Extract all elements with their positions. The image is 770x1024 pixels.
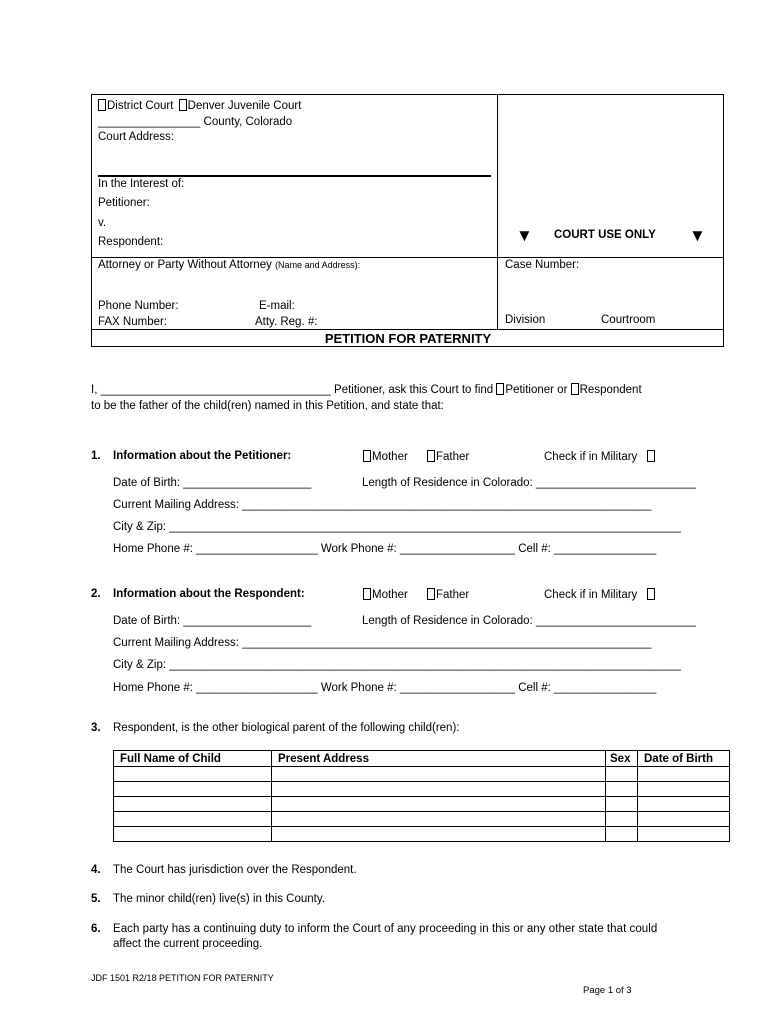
division-label: Division xyxy=(505,314,546,326)
table-cell[interactable] xyxy=(638,782,730,797)
table-cell[interactable] xyxy=(272,827,606,842)
page-title: PETITION FOR PATERNITY xyxy=(324,331,492,346)
table-cell[interactable] xyxy=(638,812,730,827)
table-row xyxy=(114,767,730,782)
mother-label: Mother xyxy=(372,589,408,601)
table-cell[interactable] xyxy=(114,782,272,797)
column-header: Sex xyxy=(606,751,638,767)
petitioner-military-checkbox[interactable] xyxy=(647,450,655,462)
respondent-mailing-address[interactable]: Current Mailing Address: ________________________________________________________________ xyxy=(113,637,652,649)
children-table xyxy=(113,750,730,842)
court-address-label: Court Address: xyxy=(98,131,175,143)
phone-number-label: Phone Number: xyxy=(98,300,179,312)
respondent-city-zip[interactable]: City & Zip: ________________________________________________________________________________ xyxy=(113,659,681,671)
atty-reg-label: Atty. Reg. #: xyxy=(255,316,318,328)
respondent-option-checkbox[interactable] xyxy=(571,383,579,395)
intro-line-1 xyxy=(91,383,642,396)
section-2-military xyxy=(544,588,656,601)
petitioner-city-zip[interactable]: City & Zip: ________________________________________________________________________________ xyxy=(113,521,681,533)
petitioner-mailing-address[interactable]: Current Mailing Address: ________________________________________________________________ xyxy=(113,499,652,511)
courtroom-label: Courtroom xyxy=(601,314,656,326)
caption-divider-title xyxy=(91,329,724,330)
table-row xyxy=(114,827,730,842)
attorney-small-label: (Name and Address): xyxy=(275,260,361,270)
respondent-mother-checkbox[interactable] xyxy=(363,588,371,600)
section-3-number: 3. xyxy=(91,722,101,734)
intro-text: I, ____________________________________ Petitioner, ask this Court to find xyxy=(91,384,494,396)
table-cell[interactable] xyxy=(606,827,638,842)
military-label: Check if in Military xyxy=(544,589,638,601)
petitioner-residence[interactable]: Length of Residence in Colorado: _________________________ xyxy=(362,477,696,489)
military-label: Check if in Military xyxy=(544,451,638,463)
attorney-label: Attorney or Party Without Attorney xyxy=(98,259,272,271)
email-label: E-mail: xyxy=(259,300,295,312)
versus-label: v. xyxy=(98,217,107,229)
attorney-label-line xyxy=(98,259,360,271)
petitioner-phones[interactable]: Home Phone #: ___________________ Work Phone #: __________________ Cell #: ________________ xyxy=(113,543,657,555)
caption-divider-vertical xyxy=(497,94,498,330)
section-5-text: The minor child(ren) live(s) in this County. xyxy=(113,893,325,905)
table-cell[interactable] xyxy=(272,767,606,782)
table-cell[interactable] xyxy=(638,827,730,842)
section-2-heading: Information about the Respondent: xyxy=(113,588,305,600)
court-type-line xyxy=(98,99,301,112)
column-header: Date of Birth xyxy=(638,751,730,767)
table-cell[interactable] xyxy=(114,827,272,842)
table-row xyxy=(114,782,730,797)
interest-of-label: In the Interest of: xyxy=(98,178,185,190)
fax-number-label: FAX Number: xyxy=(98,316,168,328)
respondent-dob[interactable]: Date of Birth: ____________________ xyxy=(113,615,312,627)
footer-page-number: Page 1 of 3 xyxy=(583,985,632,996)
section-1-number: 1. xyxy=(91,450,101,462)
denver-juvenile-checkbox[interactable] xyxy=(179,99,187,111)
mother-label: Mother xyxy=(372,451,408,463)
petitioner-option-checkbox[interactable] xyxy=(496,383,504,395)
table-cell[interactable] xyxy=(606,767,638,782)
table-cell[interactable] xyxy=(638,797,730,812)
section-2-mother xyxy=(363,588,408,601)
triangle-down-icon: ▼ xyxy=(689,226,706,245)
petitioner-mother-checkbox[interactable] xyxy=(363,450,371,462)
section-1-father xyxy=(427,450,469,463)
table-cell[interactable] xyxy=(272,782,606,797)
respondent-label: Respondent: xyxy=(98,236,164,248)
section-4-text: The Court has jurisdiction over the Respondent. xyxy=(113,864,357,876)
denver-juvenile-label: Denver Juvenile Court xyxy=(187,100,302,112)
section-2-number: 2. xyxy=(91,588,101,600)
section-6-number: 6. xyxy=(91,923,101,935)
table-cell[interactable] xyxy=(114,812,272,827)
table-cell[interactable] xyxy=(114,767,272,782)
section-3-text: Respondent, is the other biological parent of the following child(ren): xyxy=(113,722,460,734)
section-1-military xyxy=(544,450,656,463)
intro-line-2: to be the father of the child(ren) named in this Petition, and state that: xyxy=(91,400,444,412)
table-cell[interactable] xyxy=(272,797,606,812)
section-2-father xyxy=(427,588,469,601)
table-cell[interactable] xyxy=(606,812,638,827)
caption-divider-parties xyxy=(91,257,724,258)
section-6-line-1: Each party has a continuing duty to inform the Court of any proceeding in this or any other state that could xyxy=(113,923,658,935)
petitioner-father-checkbox[interactable] xyxy=(427,450,435,462)
respondent-phones[interactable]: Home Phone #: ___________________ Work Phone #: __________________ Cell #: ________________ xyxy=(113,682,657,694)
column-header: Full Name of Child xyxy=(114,751,272,767)
respondent-option-label: Respondent xyxy=(579,384,642,396)
district-court-label: District Court xyxy=(107,100,174,112)
triangle-down-icon: ▼ xyxy=(516,226,533,245)
petitioner-label: Petitioner: xyxy=(98,197,150,209)
caption-box xyxy=(91,94,724,347)
children-table-header xyxy=(114,751,730,767)
table-row xyxy=(114,797,730,812)
respondent-father-checkbox[interactable] xyxy=(427,588,435,600)
court-address-underline xyxy=(98,175,491,177)
table-cell[interactable] xyxy=(114,797,272,812)
column-header: Present Address xyxy=(272,751,606,767)
table-cell[interactable] xyxy=(606,797,638,812)
case-number-label: Case Number: xyxy=(505,259,580,271)
petitioner-option-label: Petitioner or xyxy=(505,384,568,396)
county-line: ________________ County, Colorado xyxy=(98,116,293,128)
father-label: Father xyxy=(436,451,470,463)
court-use-only-label: COURT USE ONLY xyxy=(554,229,656,241)
table-cell[interactable] xyxy=(638,767,730,782)
table-cell[interactable] xyxy=(606,782,638,797)
section-6-line-2: affect the current proceeding. xyxy=(113,938,263,950)
footer-form-id: JDF 1501 R2/18 PETITION FOR PATERNITY xyxy=(91,973,274,983)
petitioner-dob[interactable]: Date of Birth: ____________________ xyxy=(113,477,312,489)
section-4-number: 4. xyxy=(91,864,101,876)
table-cell[interactable] xyxy=(272,812,606,827)
section-1-heading: Information about the Petitioner: xyxy=(113,450,292,462)
respondent-military-checkbox[interactable] xyxy=(647,588,655,600)
district-court-checkbox[interactable] xyxy=(98,99,106,111)
section-1-mother xyxy=(363,450,408,463)
respondent-residence[interactable]: Length of Residence in Colorado: _________________________ xyxy=(362,615,696,627)
section-5-number: 5. xyxy=(91,893,101,905)
table-row xyxy=(114,812,730,827)
father-label: Father xyxy=(436,589,470,601)
